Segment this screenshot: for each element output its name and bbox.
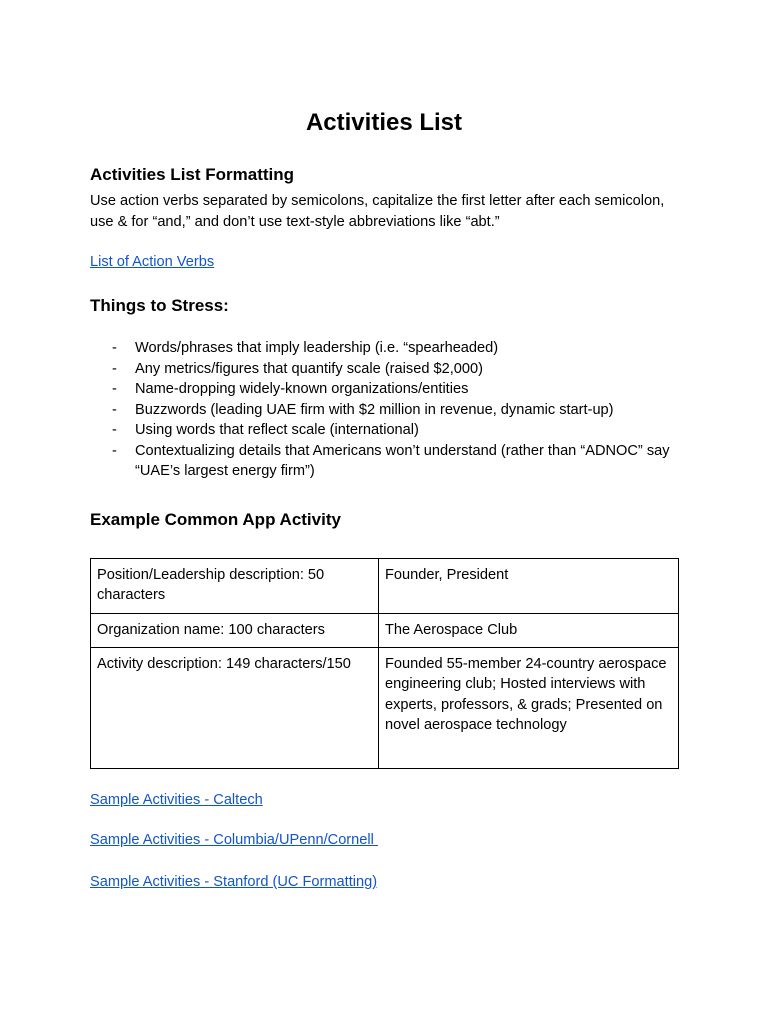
list-item (90, 359, 690, 380)
bullet-dash: - (112, 340, 117, 356)
list-item-text: Using words that reflect scale (international) (135, 422, 419, 438)
list-item (90, 400, 690, 421)
bullet-dash: - (112, 442, 117, 459)
table-cell-label: Organization name: 100 characters (91, 614, 379, 648)
sample-caltech-link[interactable]: Sample Activities - Caltech (90, 792, 263, 808)
list-item-text: Words/phrases that imply leadership (i.e. “spearheaded) (135, 340, 499, 356)
sample-stanford-link[interactable]: Sample Activities - Stanford (UC Formatting) (90, 874, 378, 890)
page-title: Activities List (305, 109, 463, 136)
list-item (90, 420, 690, 441)
table-row (91, 614, 679, 648)
stress-list (90, 338, 690, 482)
table-cell-value: Founder, President (379, 559, 679, 614)
list-item (90, 379, 690, 400)
list-item-text: Contextualizing details that Americans won’t understand (rather than “ADNOC” say “UAE’s largest energy firm”) (135, 442, 670, 479)
action-verbs-link[interactable]: List of Action Verbs (90, 254, 215, 270)
sample-columbia-upenn-cornell-link[interactable]: Sample Activities - Columbia/UPenn/Cornell (90, 832, 378, 848)
list-item-text: Name-dropping widely-known organizations/entities (135, 381, 469, 397)
table-cell-label: Position/Leadership description: 50 characters (91, 559, 379, 614)
bullet-dash: - (112, 381, 117, 397)
list-item-text: Buzzwords (leading UAE firm with $2 million in revenue, dynamic start-up) (135, 401, 614, 418)
list-item-text: Any metrics/figures that quantify scale (raised $2,000) (135, 360, 483, 377)
stress-heading: Things to Stress: (90, 296, 229, 315)
table-cell-value: The Aerospace Club (379, 614, 679, 648)
table-cell-value: Founded 55-member 24-country aerospace engineering club; Hosted interviews with experts, professors, & grads; Presented on novel aerospace technology (379, 648, 679, 769)
formatting-heading: Activities List Formatting (90, 165, 295, 184)
list-item (90, 338, 690, 359)
table-row (91, 559, 679, 614)
bullet-dash: - (112, 401, 117, 418)
formatting-body: Use action verbs separated by semicolons, capitalize the first letter after each semicolon, use & for “and,” and don’t use text-style abbreviations like “abt.” (90, 193, 665, 230)
example-activity-table (90, 558, 679, 769)
example-heading: Example Common App Activity (90, 510, 341, 529)
bullet-dash: - (112, 360, 117, 377)
bullet-dash: - (112, 422, 117, 438)
table-row (91, 648, 679, 769)
list-item (90, 441, 690, 482)
table-cell-label: Activity description: 149 characters/150 (91, 648, 379, 769)
